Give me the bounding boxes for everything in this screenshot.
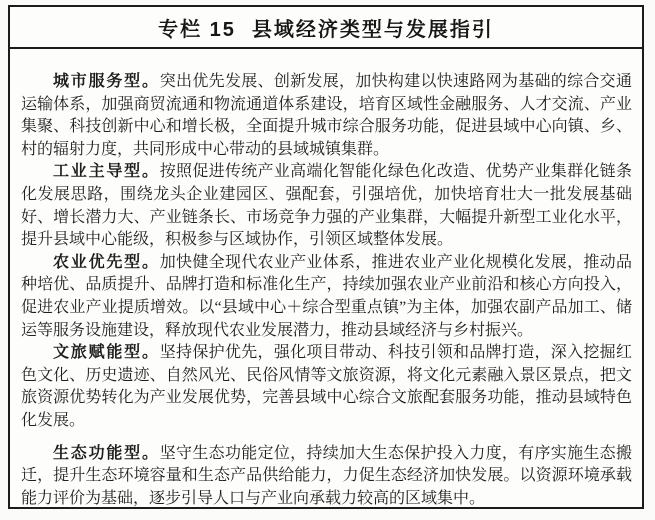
box-title: [10, 7, 642, 49]
paragraph-lead: 农业优先型。: [53, 253, 160, 271]
paragraph-text: 按照促进传统产业高端化智能化绿色化改造、优势产业集群化链条化发展思路，围绕龙头企业建园区、强配套，引强培优，加快培育壮大一批发展基础好、增长潜力大、产业链条长、市场竞争力强的产业集群，大幅提升新型工业化水平，提升县域中心能级，积极参与区域协作，引领区域整体发展。: [21, 163, 632, 249]
paragraph-city-service: [21, 71, 632, 161]
paragraph-text: 加快健全现代农业产业体系，推进农业产业化规模化发展，推动品种培优、品质提升、品牌打造和标准化生产，持续加强农业产业前沿和核心方向投入，促进农业产业提质增效。以“县域中心＋综合型重点镇”为主体，加强农副产品加工、储运等服务设施建设，释放现代农业发展潜力，推动县域经济与乡村振兴。: [21, 253, 632, 339]
paragraph-lead: 文旅赋能型。: [53, 344, 160, 362]
paragraph-agriculture-first: [21, 252, 632, 342]
box-title-prefix: 专栏 15: [158, 18, 236, 41]
paragraph-text: 突出优先发展、创新发展，加快构建以快速路网为基础的综合交通运输体系，加强商贸流通和物流通道体系建设，培育区域性金融服务、人才交流、产业集聚、科技创新中心和增长极，全面提升城市综合服务功能，促进县域中心向镇、乡、村的辐射力度，共同形成中心带动的县域城镇集群。: [21, 73, 632, 158]
paragraph-eco-function: [21, 443, 632, 511]
paragraph-text: 坚持保护优先，强化项目带动、科技引领和品牌打造，深入挖掘红色文化、历史遗迹、自然风光、民俗风情等文旅资源，将文化元素融入景区景点，把文旅资源优势转化为产业发展优势，完善县域中心综合文旅配套服务功能，推动县域特色化发展。: [21, 344, 632, 429]
paragraph-lead: 工业主导型。: [53, 163, 160, 181]
callout-box: [8, 5, 644, 509]
paragraph-culture-tourism: [21, 342, 632, 432]
box-title-text: 县域经济类型与发展指引: [251, 18, 494, 41]
box-body: [10, 49, 642, 510]
paragraph-lead: 生态功能型。: [53, 444, 160, 462]
paragraph-industry-led: [21, 161, 632, 251]
paragraph-text: 坚守生态功能定位，持续加大生态保护投入力度，有序实施生态搬迁，提升生态环境容量和生态产品供给能力，力促生态经济加快发展。以资源环境承载能力评价为基础，逐步引导人口与产业向承载力较高的区域集中。: [21, 444, 632, 507]
paragraph-lead: 城市服务型。: [53, 73, 160, 90]
